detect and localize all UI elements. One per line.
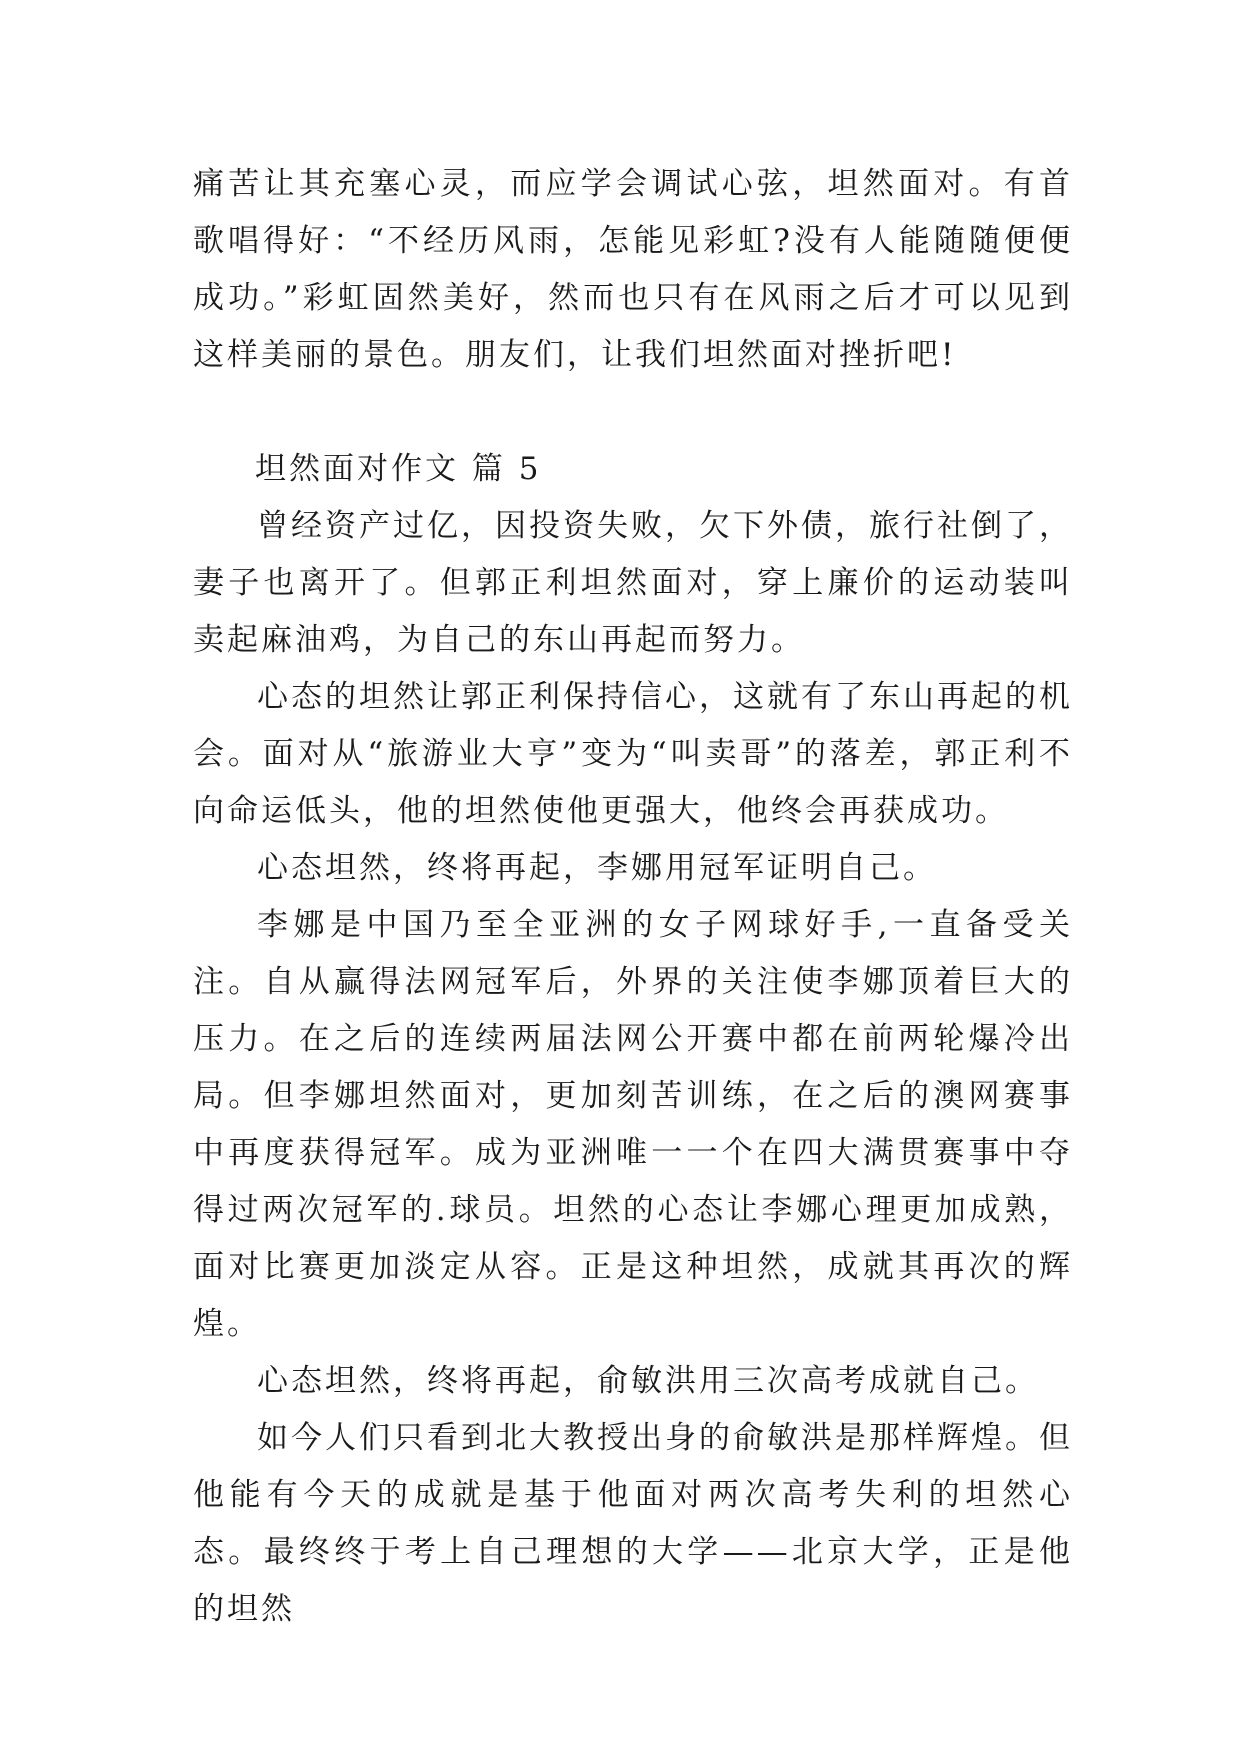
section-heading: 坦然面对作文 篇 5 <box>255 451 542 487</box>
paragraph: 心态的坦然让郭正利保持信心，这就有了东山再起的机会。面对从“旅游业大亨”变为“叫卖哥”的落差，郭正利不向命运低头，他的坦然使他更强大，他终会再获成功。 <box>193 679 1073 829</box>
paragraph: 心态坦然，终将再起，李娜用冠军证明自己。 <box>257 850 937 886</box>
paragraph: 心态坦然，终将再起，俞敏洪用三次高考成就自己。 <box>257 1363 1039 1399</box>
paragraph: 李娜是中国乃至全亚洲的女子网球好手,一直备受关注。自从赢得法网冠军后，外界的关注使李娜顶着巨大的压力。在之后的连续两届法网公开赛中都在前两轮爆冷出局。但李娜坦然面对，更加刻苦训练，在之后的澳网赛事中再度获得冠军。成为亚洲唯一一个在四大满贯赛事中夺得过两次冠军的.球员。坦然的心态让李娜心理更加成熟，面对比赛更加淡定从容。正是这种坦然，成就其再次的辉煌。 <box>193 907 1073 1342</box>
paragraph: 曾经资产过亿，因投资失败，欠下外债，旅行社倒了，妻子也离开了。但郭正利坦然面对，穿上廉价的运动装叫卖起麻油鸡，为自己的东山再起而努力。 <box>193 508 1073 658</box>
paragraph-spacer <box>193 384 1073 441</box>
document-body <box>193 156 1073 1638</box>
paragraph-continued: 痛苦让其充塞心灵，而应学会调试心弦，坦然面对。有首歌唱得好：“不经历风雨，怎能见彩虹?没有人能随随便便成功。”彩虹固然美好，然而也只有在风雨之后才可以见到这样美丽的景色。朋友们，让我们坦然面对挫折吧! <box>193 166 1073 373</box>
paragraph: 如今人们只看到北大教授出身的俞敏洪是那样辉煌。但他能有今天的成就是基于他面对两次高考失利的坦然心态。最终终于考上自己理想的大学——北京大学，正是他的坦然 <box>193 1420 1073 1627</box>
